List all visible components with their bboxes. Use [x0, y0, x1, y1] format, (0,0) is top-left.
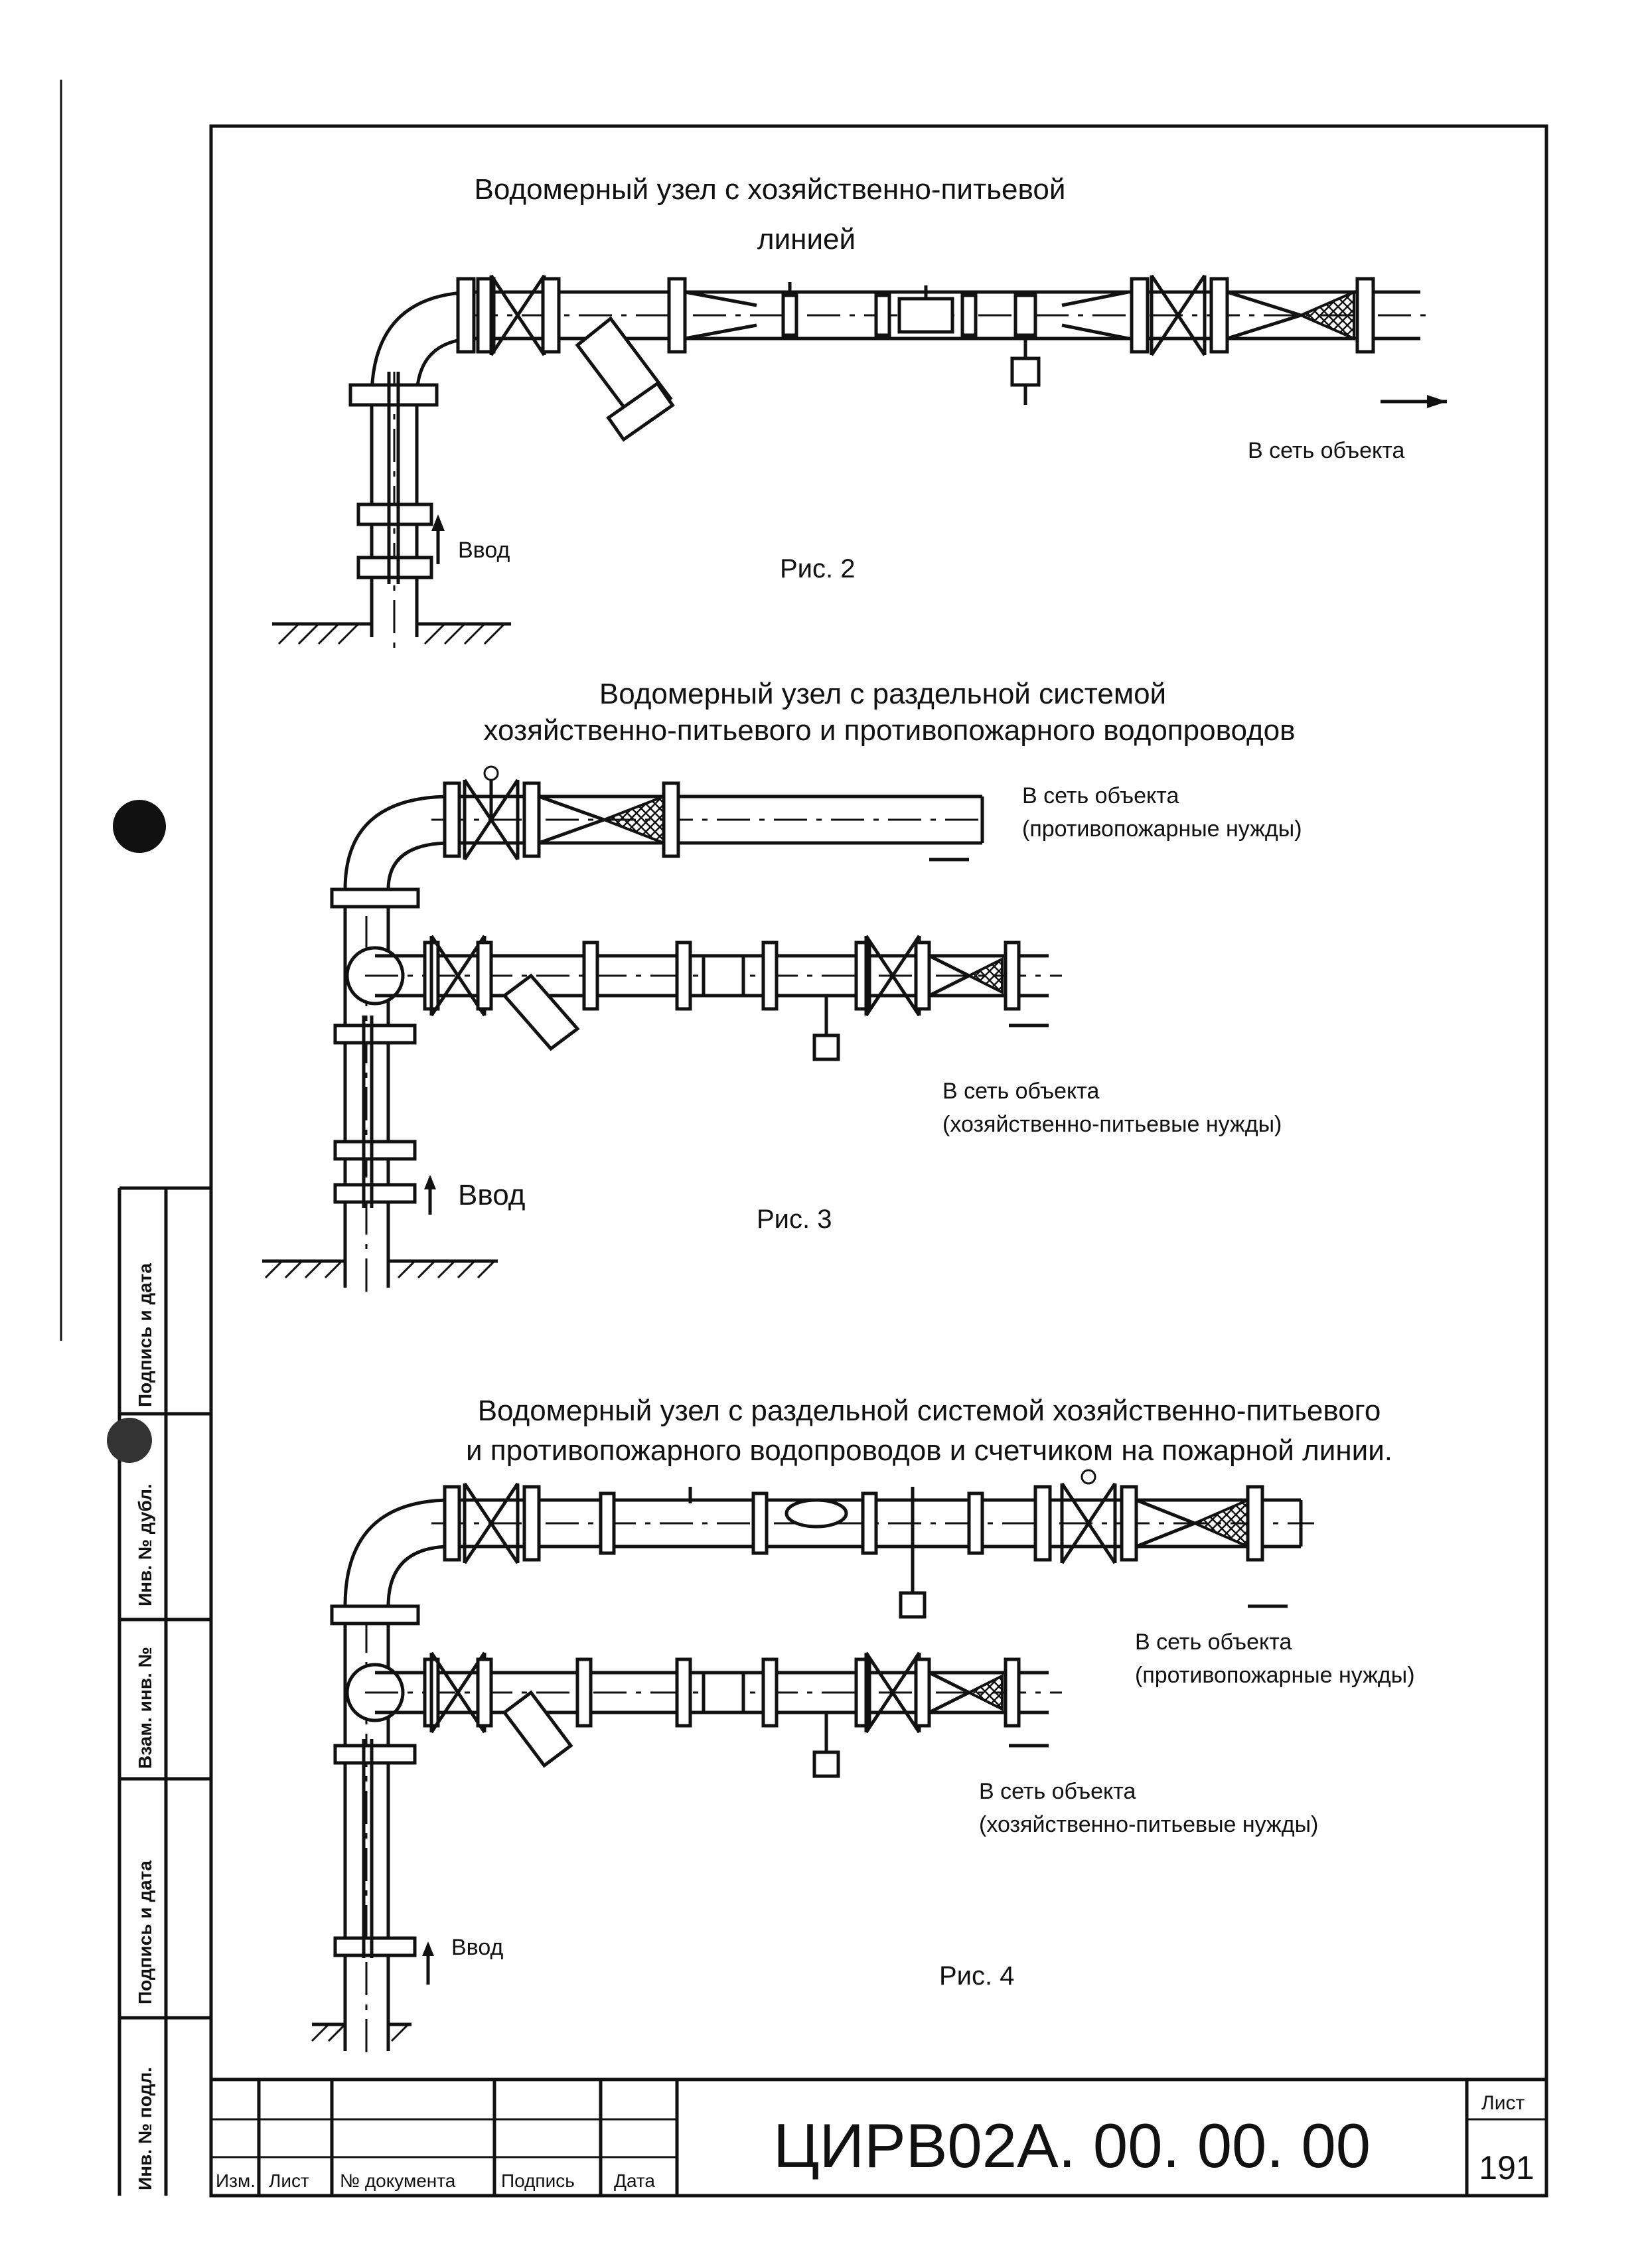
fig3-schematic: [262, 767, 1062, 1301]
fig4-caption: Рис. 4: [939, 1961, 1015, 1991]
stamp-podpis-data-2: Подпись и дата: [135, 1860, 155, 2004]
fig2-caption: Рис. 2: [780, 554, 856, 583]
tb-col-list: Лист: [269, 2170, 309, 2191]
tb-col-izm: Изм.: [216, 2170, 256, 2191]
tb-doc-code: ЦИРВ02А. 00. 00. 00: [773, 2111, 1371, 2180]
fig3-caption: Рис. 3: [757, 1205, 832, 1234]
stamp-inv-dubl: Инв. № дубл.: [135, 1483, 155, 1606]
fig4-inlet-label: Ввод: [451, 1935, 504, 1960]
sheet-frame: [61, 80, 1546, 2196]
tb-sheet-label: Лист: [1481, 2092, 1525, 2114]
tb-sheet-number: 191: [1479, 2149, 1534, 2186]
fig3-inlet-label: Ввод: [458, 1179, 526, 1211]
fig3-domestic-outlet-line1: В сеть объекта: [942, 1079, 1100, 1104]
fig4-fire-outlet-line2: (противопожарные нужды): [1135, 1663, 1415, 1688]
fig4-fire-outlet-line1: В сеть объекта: [1135, 1629, 1292, 1655]
fig4-title-line1: Водомерный узел с раздельной системой хозяйственно-питьевого: [477, 1395, 1381, 1427]
tb-col-data: Дата: [614, 2170, 656, 2191]
fig4-title-line2: и противопожарного водопроводов и счетчиком на пожарной линии.: [465, 1434, 1393, 1467]
side-stamp: [119, 1188, 211, 2196]
tb-col-podpis: Подпись: [501, 2170, 575, 2191]
fig3-title-line1: Водомерный узел с раздельной системой: [599, 678, 1167, 710]
fig4-domestic-outlet-line1: В сеть объекта: [979, 1779, 1136, 1804]
fig4-schematic: [312, 1470, 1314, 2058]
punch-hole-top: [113, 800, 166, 853]
title-block: [211, 2079, 1546, 2196]
stamp-vzam-inv: Взам. инв. №: [135, 1647, 155, 1769]
stamp-podpis-data-1: Подпись и дата: [135, 1263, 155, 1407]
fig3-domestic-outlet-line2: (хозяйственно-питьевые нужды): [942, 1112, 1282, 1137]
stamp-inv-podl: Инв. № подл.: [135, 2067, 155, 2190]
fig3-title-line2: хозяйственно-питьевого и противопожарного водопроводов: [483, 714, 1296, 747]
tb-col-doc: № документа: [340, 2170, 456, 2191]
punch-hole-bottom: [107, 1418, 152, 1463]
fig4-domestic-outlet-line2: (хозяйственно-питьевые нужды): [979, 1812, 1319, 1837]
fig2-title-line2: линией: [757, 223, 856, 256]
fig3-fire-outlet-line2: (противопожарные нужды): [1022, 816, 1302, 842]
fig2-outlet-label: В сеть объекта: [1248, 438, 1405, 463]
fig2-title-line1: Водомерный узел с хозяйственно-питьевой: [474, 173, 1066, 206]
fig2-labels: [458, 173, 1404, 583]
fig3-fire-outlet-line1: В сеть объекта: [1022, 783, 1179, 808]
fig2-inlet-label: Ввод: [458, 538, 510, 563]
